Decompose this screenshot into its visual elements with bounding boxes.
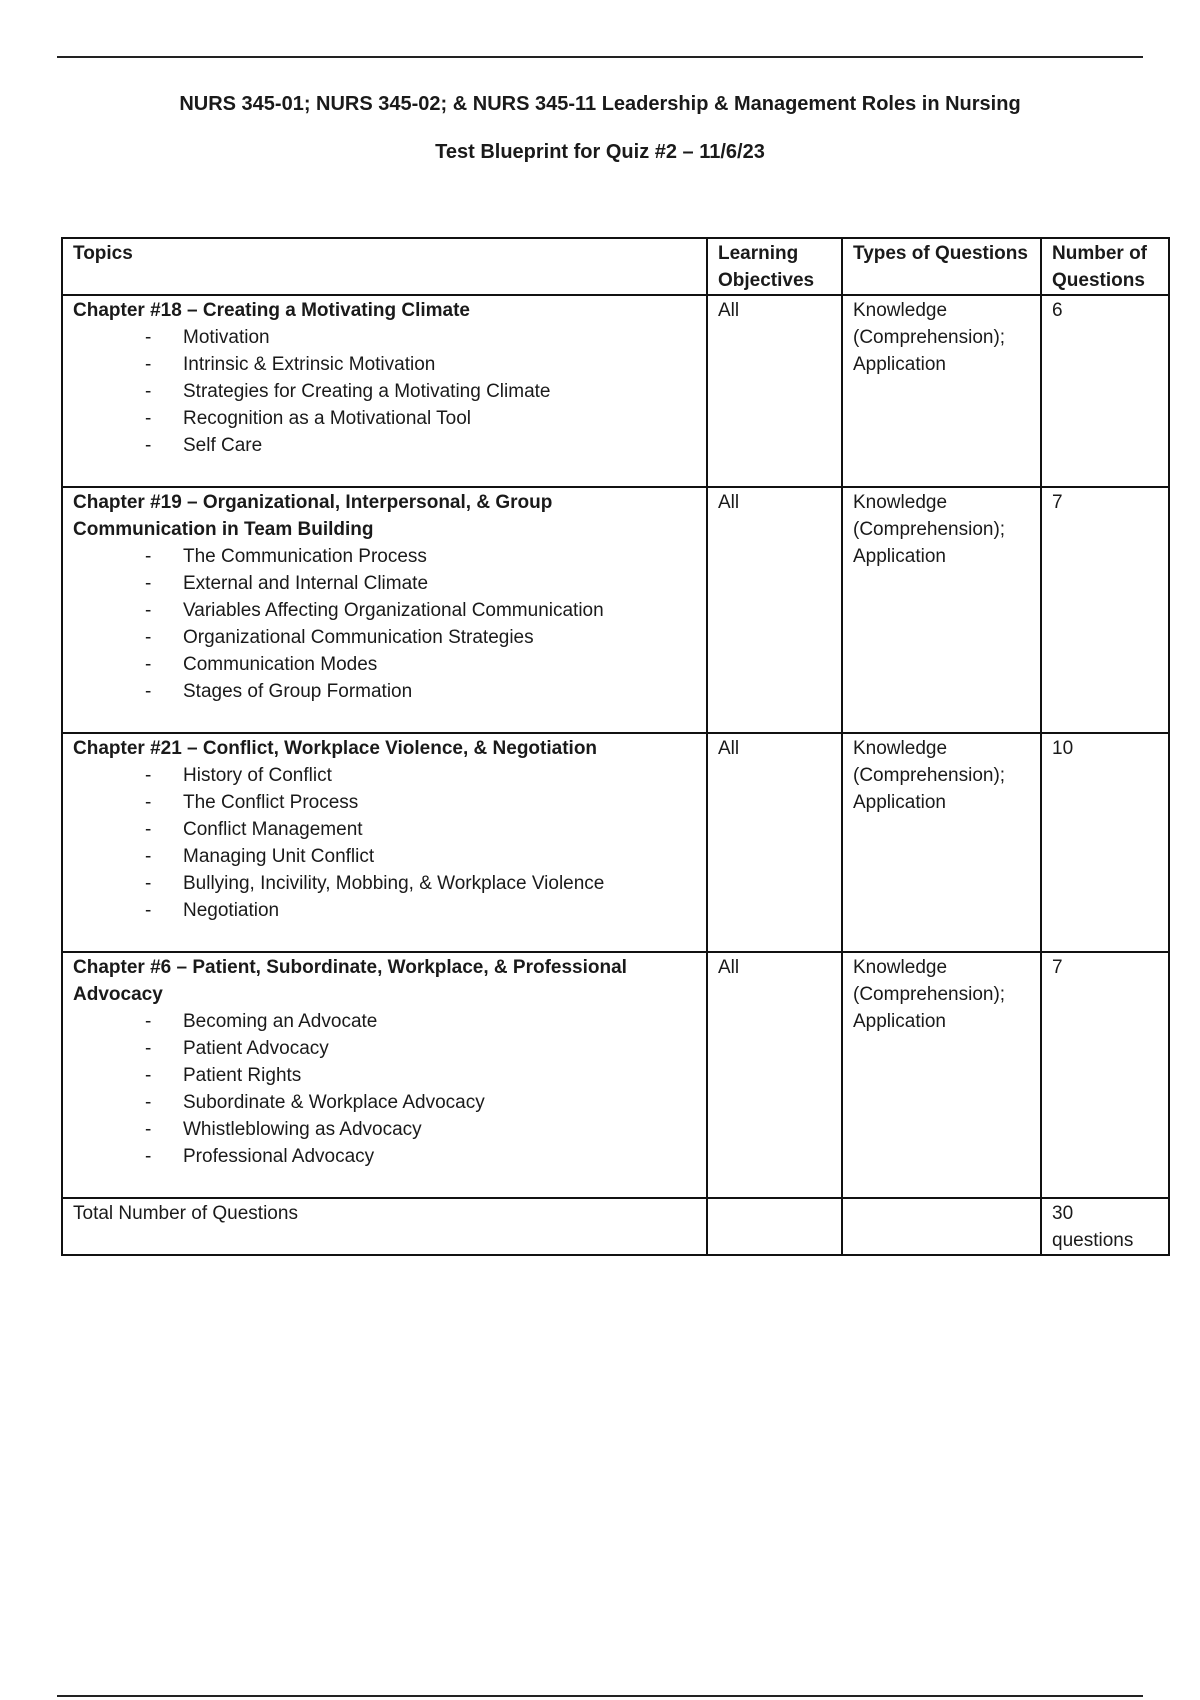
types-of-questions-cell: Knowledge (Comprehension); Application — [842, 295, 1041, 487]
types-of-questions-cell: Knowledge (Comprehension); Application — [842, 487, 1041, 733]
top-rule — [57, 56, 1143, 58]
learning-objectives-cell: All — [707, 733, 842, 952]
list-item: - Managing Unit Conflict — [73, 843, 696, 870]
list-item: - Strategies for Creating a Motivating Climate — [73, 378, 696, 405]
list-item: - Recognition as a Motivational Tool — [73, 405, 696, 432]
total-empty-cell — [842, 1198, 1041, 1255]
course-title: NURS 345-01; NURS 345-02; & NURS 345-11 Leadership & Management Roles in Nursing — [179, 93, 1021, 115]
header-number-of-questions: Number of Questions — [1041, 238, 1169, 295]
topic-cell — [62, 295, 707, 487]
header-learning-objectives: Learning Objectives — [707, 238, 842, 295]
list-item: - The Communication Process — [73, 543, 696, 570]
list-item: - Organizational Communication Strategies — [73, 624, 696, 651]
header-row — [62, 238, 1169, 295]
topic-cell — [62, 487, 707, 733]
list-item: - Patient Rights — [73, 1062, 696, 1089]
subtopic-list — [73, 543, 696, 705]
learning-objectives-cell: All — [707, 295, 842, 487]
list-item: - Intrinsic & Extrinsic Motivation — [73, 351, 696, 378]
blueprint-subtitle: Test Blueprint for Quiz #2 – 11/6/23 — [435, 141, 765, 163]
table-row — [62, 733, 1169, 952]
subtopic-list — [73, 762, 696, 924]
list-item: - External and Internal Climate — [73, 570, 696, 597]
table-row — [62, 952, 1169, 1198]
types-of-questions-cell: Knowledge (Comprehension); Application — [842, 952, 1041, 1198]
list-item: - Communication Modes — [73, 651, 696, 678]
header-topics: Topics — [62, 238, 707, 295]
total-empty-cell — [707, 1198, 842, 1255]
list-item: - Conflict Management — [73, 816, 696, 843]
list-item: - Whistleblowing as Advocacy — [73, 1116, 696, 1143]
list-item: - The Conflict Process — [73, 789, 696, 816]
subtopic-list — [73, 1008, 696, 1170]
total-value: 30 questions — [1041, 1198, 1169, 1255]
topic-cell — [62, 733, 707, 952]
list-item: - Bullying, Incivility, Mobbing, & Workplace Violence — [73, 870, 696, 897]
total-label: Total Number of Questions — [62, 1198, 707, 1255]
chapter-title: Chapter #19 – Organizational, Interpersonal, & Group Communication in Team Building — [73, 492, 553, 540]
list-item: - Variables Affecting Organizational Communication — [73, 597, 696, 624]
table-row — [62, 487, 1169, 733]
test-blueprint-table — [61, 237, 1170, 1256]
number-of-questions-cell: 6 — [1041, 295, 1169, 487]
table-row — [62, 295, 1169, 487]
header-types-of-questions: Types of Questions — [842, 238, 1041, 295]
chapter-title: Chapter #18 – Creating a Motivating Climate — [73, 300, 470, 321]
number-of-questions-cell: 7 — [1041, 952, 1169, 1198]
learning-objectives-cell: All — [707, 487, 842, 733]
subtopic-list — [73, 324, 696, 459]
list-item: - Subordinate & Workplace Advocacy — [73, 1089, 696, 1116]
total-row — [62, 1198, 1169, 1255]
learning-objectives-cell: All — [707, 952, 842, 1198]
list-item: - Self Care — [73, 432, 696, 459]
number-of-questions-cell: 10 — [1041, 733, 1169, 952]
list-item: - Patient Advocacy — [73, 1035, 696, 1062]
list-item: - Becoming an Advocate — [73, 1008, 696, 1035]
types-of-questions-cell: Knowledge (Comprehension); Application — [842, 733, 1041, 952]
topic-cell — [62, 952, 707, 1198]
list-item: - Negotiation — [73, 897, 696, 924]
bottom-rule — [57, 1695, 1143, 1697]
list-item: - Stages of Group Formation — [73, 678, 696, 705]
list-item: - History of Conflict — [73, 762, 696, 789]
list-item: - Motivation — [73, 324, 696, 351]
chapter-title: Chapter #21 – Conflict, Workplace Violence, & Negotiation — [73, 738, 598, 759]
list-item: - Professional Advocacy — [73, 1143, 696, 1170]
number-of-questions-cell: 7 — [1041, 487, 1169, 733]
chapter-title: Chapter #6 – Patient, Subordinate, Workplace, & Professional Advocacy — [73, 957, 627, 1005]
